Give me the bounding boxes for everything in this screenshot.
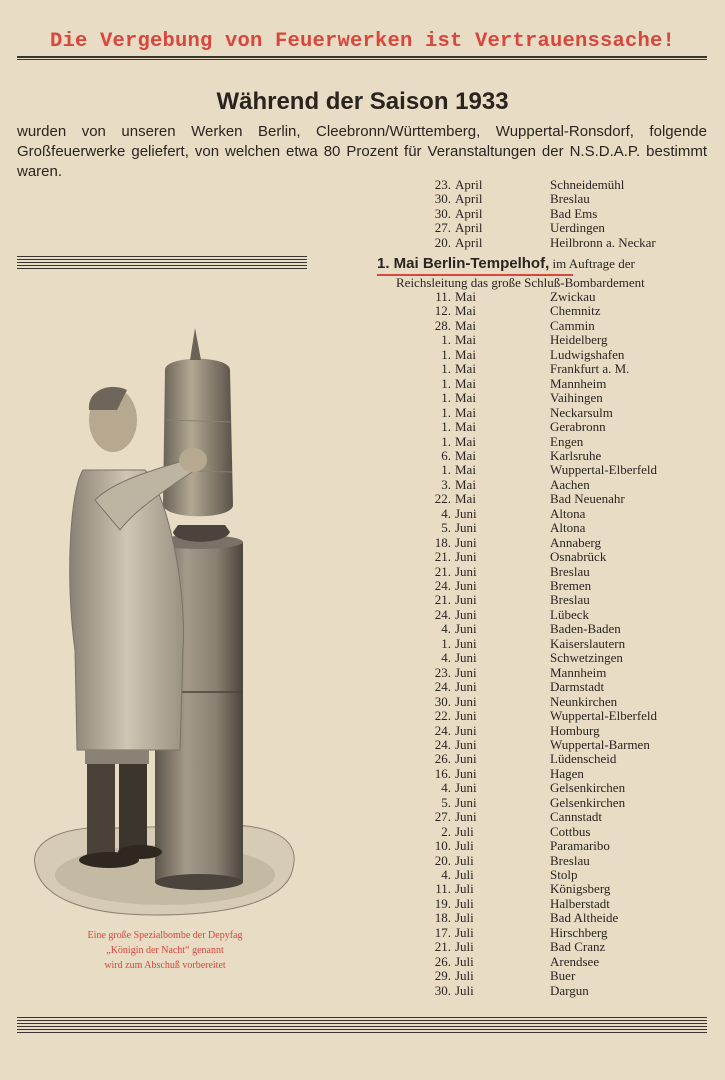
entry-month: Juni — [455, 794, 477, 810]
entry-month: Juni — [455, 606, 477, 622]
list-item — [375, 333, 715, 348]
entry-day: 1. — [441, 635, 451, 651]
headline: Die Vergebung von Feuerwerken ist Vertrauenssache! — [49, 30, 676, 53]
entry-month: Juli — [455, 968, 474, 984]
entry-day: 1. — [441, 361, 451, 377]
entry-place: Wuppertal-Elberfeld — [550, 708, 658, 724]
entry-place: Zwickau — [550, 289, 596, 304]
list-item — [375, 478, 715, 493]
entry-place: Mannheim — [550, 664, 607, 680]
list-item — [375, 767, 715, 782]
entry-day: 22. — [434, 708, 451, 724]
list-item — [375, 752, 715, 767]
entry-day: 29. — [434, 968, 451, 984]
list-item — [375, 391, 715, 406]
entry-month: Mai — [455, 317, 476, 333]
list-item — [375, 236, 715, 251]
list-item — [375, 593, 715, 608]
highlight-line2: Reichsleitung das große Schluß-Bombardement — [396, 275, 645, 290]
entry-month: Juni — [455, 693, 477, 709]
entry-month: Juni — [455, 809, 477, 825]
entry-place: Uerdingen — [550, 220, 605, 236]
entry-place: Karlsruhe — [550, 447, 602, 463]
entry-month: Juli — [455, 939, 474, 955]
entry-month: Juli — [455, 895, 474, 911]
entry-place: Halberstadt — [550, 895, 610, 911]
entry-place: Gelsenkirchen — [550, 794, 626, 810]
list-item — [375, 969, 715, 984]
entry-month: Mai — [455, 491, 476, 507]
entry-month: April — [455, 191, 483, 207]
entry-day: 26. — [434, 953, 451, 969]
entry-place: Dargun — [550, 982, 589, 998]
entry-day: 26. — [434, 751, 451, 767]
entry-month: Mai — [455, 390, 476, 406]
entry-day: 27. — [434, 220, 451, 236]
entry-day: 24. — [434, 736, 451, 752]
caption-line-2: „Königin der Nacht“ genannt — [106, 945, 224, 956]
entry-place: Hirschberg — [550, 924, 608, 940]
entry-month: Juli — [455, 982, 474, 998]
entry-day: 30. — [434, 205, 451, 221]
entry-day: 4. — [441, 867, 451, 882]
entry-day: 4. — [441, 650, 451, 666]
list-item — [375, 507, 715, 522]
entry-place: Altona — [550, 505, 586, 521]
entry-place: Bremen — [550, 578, 592, 593]
entry-month: Juni — [455, 563, 477, 579]
entry-place: Breslau — [550, 852, 590, 868]
entry-month: April — [455, 205, 483, 221]
list-item — [375, 882, 715, 897]
entry-month: Mai — [455, 375, 476, 391]
entry-place: Heidelberg — [550, 332, 608, 348]
list-item — [375, 984, 715, 999]
entry-place: Stolp — [550, 867, 578, 882]
entry-month: Juni — [455, 736, 477, 752]
entry-place: Wuppertal-Elberfeld — [550, 462, 658, 478]
entry-month: Mai — [455, 476, 476, 492]
entry-month: Juni — [455, 664, 477, 680]
list-item — [375, 290, 715, 305]
entry-day: 3. — [441, 476, 451, 492]
entry-place: Gerabronn — [550, 419, 606, 435]
entry-place: Osnabrück — [550, 549, 607, 565]
entry-month: Juli — [455, 867, 474, 882]
entry-month: Juli — [455, 881, 474, 897]
list-item — [375, 550, 715, 565]
entry-place: Hagen — [550, 765, 584, 781]
entry-day: 23. — [434, 664, 451, 680]
list-item — [375, 854, 715, 869]
entry-month: Juni — [455, 549, 477, 565]
entry-day: 20. — [434, 852, 451, 868]
entry-month: Juli — [455, 838, 474, 854]
list-item — [375, 724, 715, 739]
entry-place: Lüdenscheid — [550, 751, 617, 767]
entry-day: 4. — [441, 621, 451, 637]
entry-place: Lübeck — [550, 606, 589, 622]
entry-day: 24. — [434, 578, 451, 593]
entry-place: Bad Altheide — [550, 910, 619, 926]
highlight-entry — [377, 255, 717, 272]
entry-day: 1. — [441, 404, 451, 420]
entry-place: Schneidemühl — [550, 177, 625, 192]
entry-day: 20. — [434, 234, 451, 250]
entry-place: Annaberg — [550, 534, 602, 550]
list-item — [375, 666, 715, 681]
entry-day: 17. — [434, 924, 451, 940]
entry-month: Juni — [455, 780, 477, 796]
entry-month: Juni — [455, 650, 477, 666]
entry-month: Juni — [455, 679, 477, 695]
entry-day: 1. — [441, 433, 451, 449]
list-item — [375, 940, 715, 955]
list-item — [375, 207, 715, 222]
entry-day: 10. — [434, 838, 451, 854]
entry-place: Homburg — [550, 722, 600, 738]
entry-day: 19. — [434, 895, 451, 911]
entry-day: 11. — [435, 881, 451, 897]
list-item — [375, 622, 715, 637]
intro-paragraph: wurden von unseren Werken Berlin, Cleebronn/Württemberg, Wuppertal-Ronsdorf, folgende Großfeuerwerke geliefert, von welchen etwa 80 Prozent für Veranstaltungen der N.S.D.A.P. bestimmt waren. — [17, 123, 707, 180]
entry-month: Juli — [455, 910, 474, 926]
entry-month: Juni — [455, 578, 477, 593]
entry-month: Juni — [455, 708, 477, 724]
bottom-divider — [17, 1017, 707, 1035]
entry-day: 24. — [434, 606, 451, 622]
entry-day: 28. — [434, 317, 451, 333]
entry-place: Darmstadt — [550, 679, 605, 695]
list-item — [375, 868, 715, 883]
entry-place: Ludwigshafen — [550, 346, 625, 362]
entry-month: Juni — [455, 722, 477, 738]
entry-month: Juni — [455, 751, 477, 767]
entry-day: 1. — [441, 462, 451, 478]
list-item — [375, 680, 715, 695]
entry-day: 12. — [434, 303, 451, 319]
list-item — [375, 377, 715, 392]
entry-month: April — [455, 220, 483, 236]
entry-place: Cammin — [550, 317, 595, 333]
entry-month: Juni — [455, 520, 477, 536]
list-item — [375, 304, 715, 319]
entry-place: Heilbronn a. Neckar — [550, 234, 656, 250]
entry-day: 21. — [434, 549, 451, 565]
entry-month: Mai — [455, 289, 476, 304]
list-item — [375, 709, 715, 724]
caption-line-1: Eine große Spezialbombe der Depyfag — [87, 930, 243, 941]
entry-day: 22. — [434, 491, 451, 507]
list-item — [375, 348, 715, 363]
highlight-rest: im Auftrage der — [549, 256, 635, 271]
list-item — [375, 492, 715, 507]
entry-day: 21. — [434, 563, 451, 579]
entry-place: Bad Neuenahr — [550, 491, 625, 507]
entry-month: Mai — [455, 332, 476, 348]
entry-place: Königsberg — [550, 881, 611, 897]
list-item — [375, 319, 715, 334]
entry-month: April — [455, 177, 483, 192]
entry-place: Frankfurt a. M. — [550, 361, 630, 377]
list-item — [375, 637, 715, 652]
entry-day: 21. — [434, 592, 451, 608]
list-item — [375, 839, 715, 854]
list-item — [375, 695, 715, 710]
entry-day: 5. — [441, 794, 451, 810]
list-item — [375, 221, 715, 236]
entry-place: Engen — [550, 433, 584, 449]
list-item — [375, 897, 715, 912]
entry-day: 30. — [434, 982, 451, 998]
entry-place: Aachen — [550, 476, 590, 492]
entry-place: Altona — [550, 520, 586, 536]
list-item — [375, 825, 715, 840]
photo-caption — [40, 928, 290, 973]
entry-day: 6. — [441, 447, 451, 463]
entry-month: April — [455, 234, 483, 250]
entry-place: Paramaribo — [550, 838, 610, 854]
entry-day: 24. — [434, 679, 451, 695]
entry-month: Mai — [455, 346, 476, 362]
entry-day: 30. — [434, 693, 451, 709]
entry-day: 5. — [441, 520, 451, 536]
entry-place: Gelsenkirchen — [550, 780, 626, 796]
list-item — [375, 362, 715, 377]
entry-day: 1. — [441, 390, 451, 406]
entry-day: 30. — [434, 191, 451, 207]
entry-day: 21. — [434, 939, 451, 955]
list-item — [375, 738, 715, 753]
entry-month: Mai — [455, 447, 476, 463]
list-item — [375, 449, 715, 464]
entry-day: 18. — [434, 910, 451, 926]
entry-place: Buer — [550, 968, 576, 984]
headline-rule — [17, 56, 707, 60]
entry-month: Juni — [455, 635, 477, 651]
entry-place: Chemnitz — [550, 303, 601, 319]
entry-month: Juli — [455, 924, 474, 940]
entry-month: Juni — [455, 621, 477, 637]
entry-month: Mai — [455, 433, 476, 449]
entry-month: Mai — [455, 404, 476, 420]
entry-day: 18. — [434, 534, 451, 550]
entry-place: Schwetzingen — [550, 650, 623, 666]
list-item — [375, 796, 715, 811]
entry-month: Mai — [455, 361, 476, 377]
list-item — [375, 192, 715, 207]
list-item — [375, 565, 715, 580]
caption-line-3: wird zum Abschuß vorbereitet — [104, 960, 226, 971]
entry-month: Juni — [455, 505, 477, 521]
entry-month: Juli — [455, 953, 474, 969]
entry-day: 16. — [434, 765, 451, 781]
entry-month: Juni — [455, 765, 477, 781]
entry-place: Breslau — [550, 563, 590, 579]
list-item — [375, 435, 715, 450]
list-item — [375, 579, 715, 594]
entry-day: 1. — [441, 419, 451, 435]
list-item — [375, 651, 715, 666]
page-title: Während der Saison 1933 — [216, 88, 509, 115]
entry-day: 24. — [434, 722, 451, 738]
list-item — [375, 463, 715, 478]
entry-place: Neckarsulm — [550, 404, 613, 420]
entry-month: Mai — [455, 462, 476, 478]
photo-fireworks-bomb — [25, 320, 300, 925]
entry-day: 11. — [435, 289, 451, 304]
entry-place: Bad Ems — [550, 205, 598, 221]
entry-place: Vaihingen — [550, 390, 603, 406]
entry-day: 27. — [434, 809, 451, 825]
entry-month: Juni — [455, 534, 477, 550]
entry-day: 23. — [434, 177, 451, 192]
list-item — [375, 955, 715, 970]
list-item — [375, 536, 715, 551]
entry-place: Baden-Baden — [550, 621, 621, 637]
entry-day: 1. — [441, 375, 451, 391]
entry-month: Mai — [455, 419, 476, 435]
list-item — [375, 781, 715, 796]
entry-place: Bad Cranz — [550, 939, 606, 955]
list-item — [375, 521, 715, 536]
entry-month: Mai — [455, 303, 476, 319]
entry-place: Cottbus — [550, 823, 591, 839]
entry-place: Wuppertal-Barmen — [550, 736, 650, 752]
list-item — [375, 178, 715, 193]
entry-day: 1. — [441, 332, 451, 348]
entry-day: 4. — [441, 505, 451, 521]
entry-place: Breslau — [550, 191, 590, 207]
list-item — [375, 911, 715, 926]
entry-place: Neunkirchen — [550, 693, 618, 709]
entry-month: Juni — [455, 592, 477, 608]
entry-day: 2. — [441, 823, 451, 839]
entry-place: Mannheim — [550, 375, 607, 391]
list-item — [375, 810, 715, 825]
highlight-bold: 1. Mai Berlin-Tempelhof, — [377, 255, 550, 272]
list-item — [375, 420, 715, 435]
entry-place: Cannstadt — [550, 809, 602, 825]
list-item — [375, 406, 715, 421]
list-item — [375, 608, 715, 623]
entry-day: 1. — [441, 346, 451, 362]
list-item — [375, 926, 715, 941]
entry-place: Kaiserslautern — [550, 635, 626, 651]
left-divider — [17, 256, 307, 270]
entry-place: Breslau — [550, 592, 590, 608]
entry-month: Juli — [455, 852, 474, 868]
entry-month: Juli — [455, 823, 474, 839]
entry-day: 4. — [441, 780, 451, 796]
entry-place: Arendsee — [550, 953, 600, 969]
